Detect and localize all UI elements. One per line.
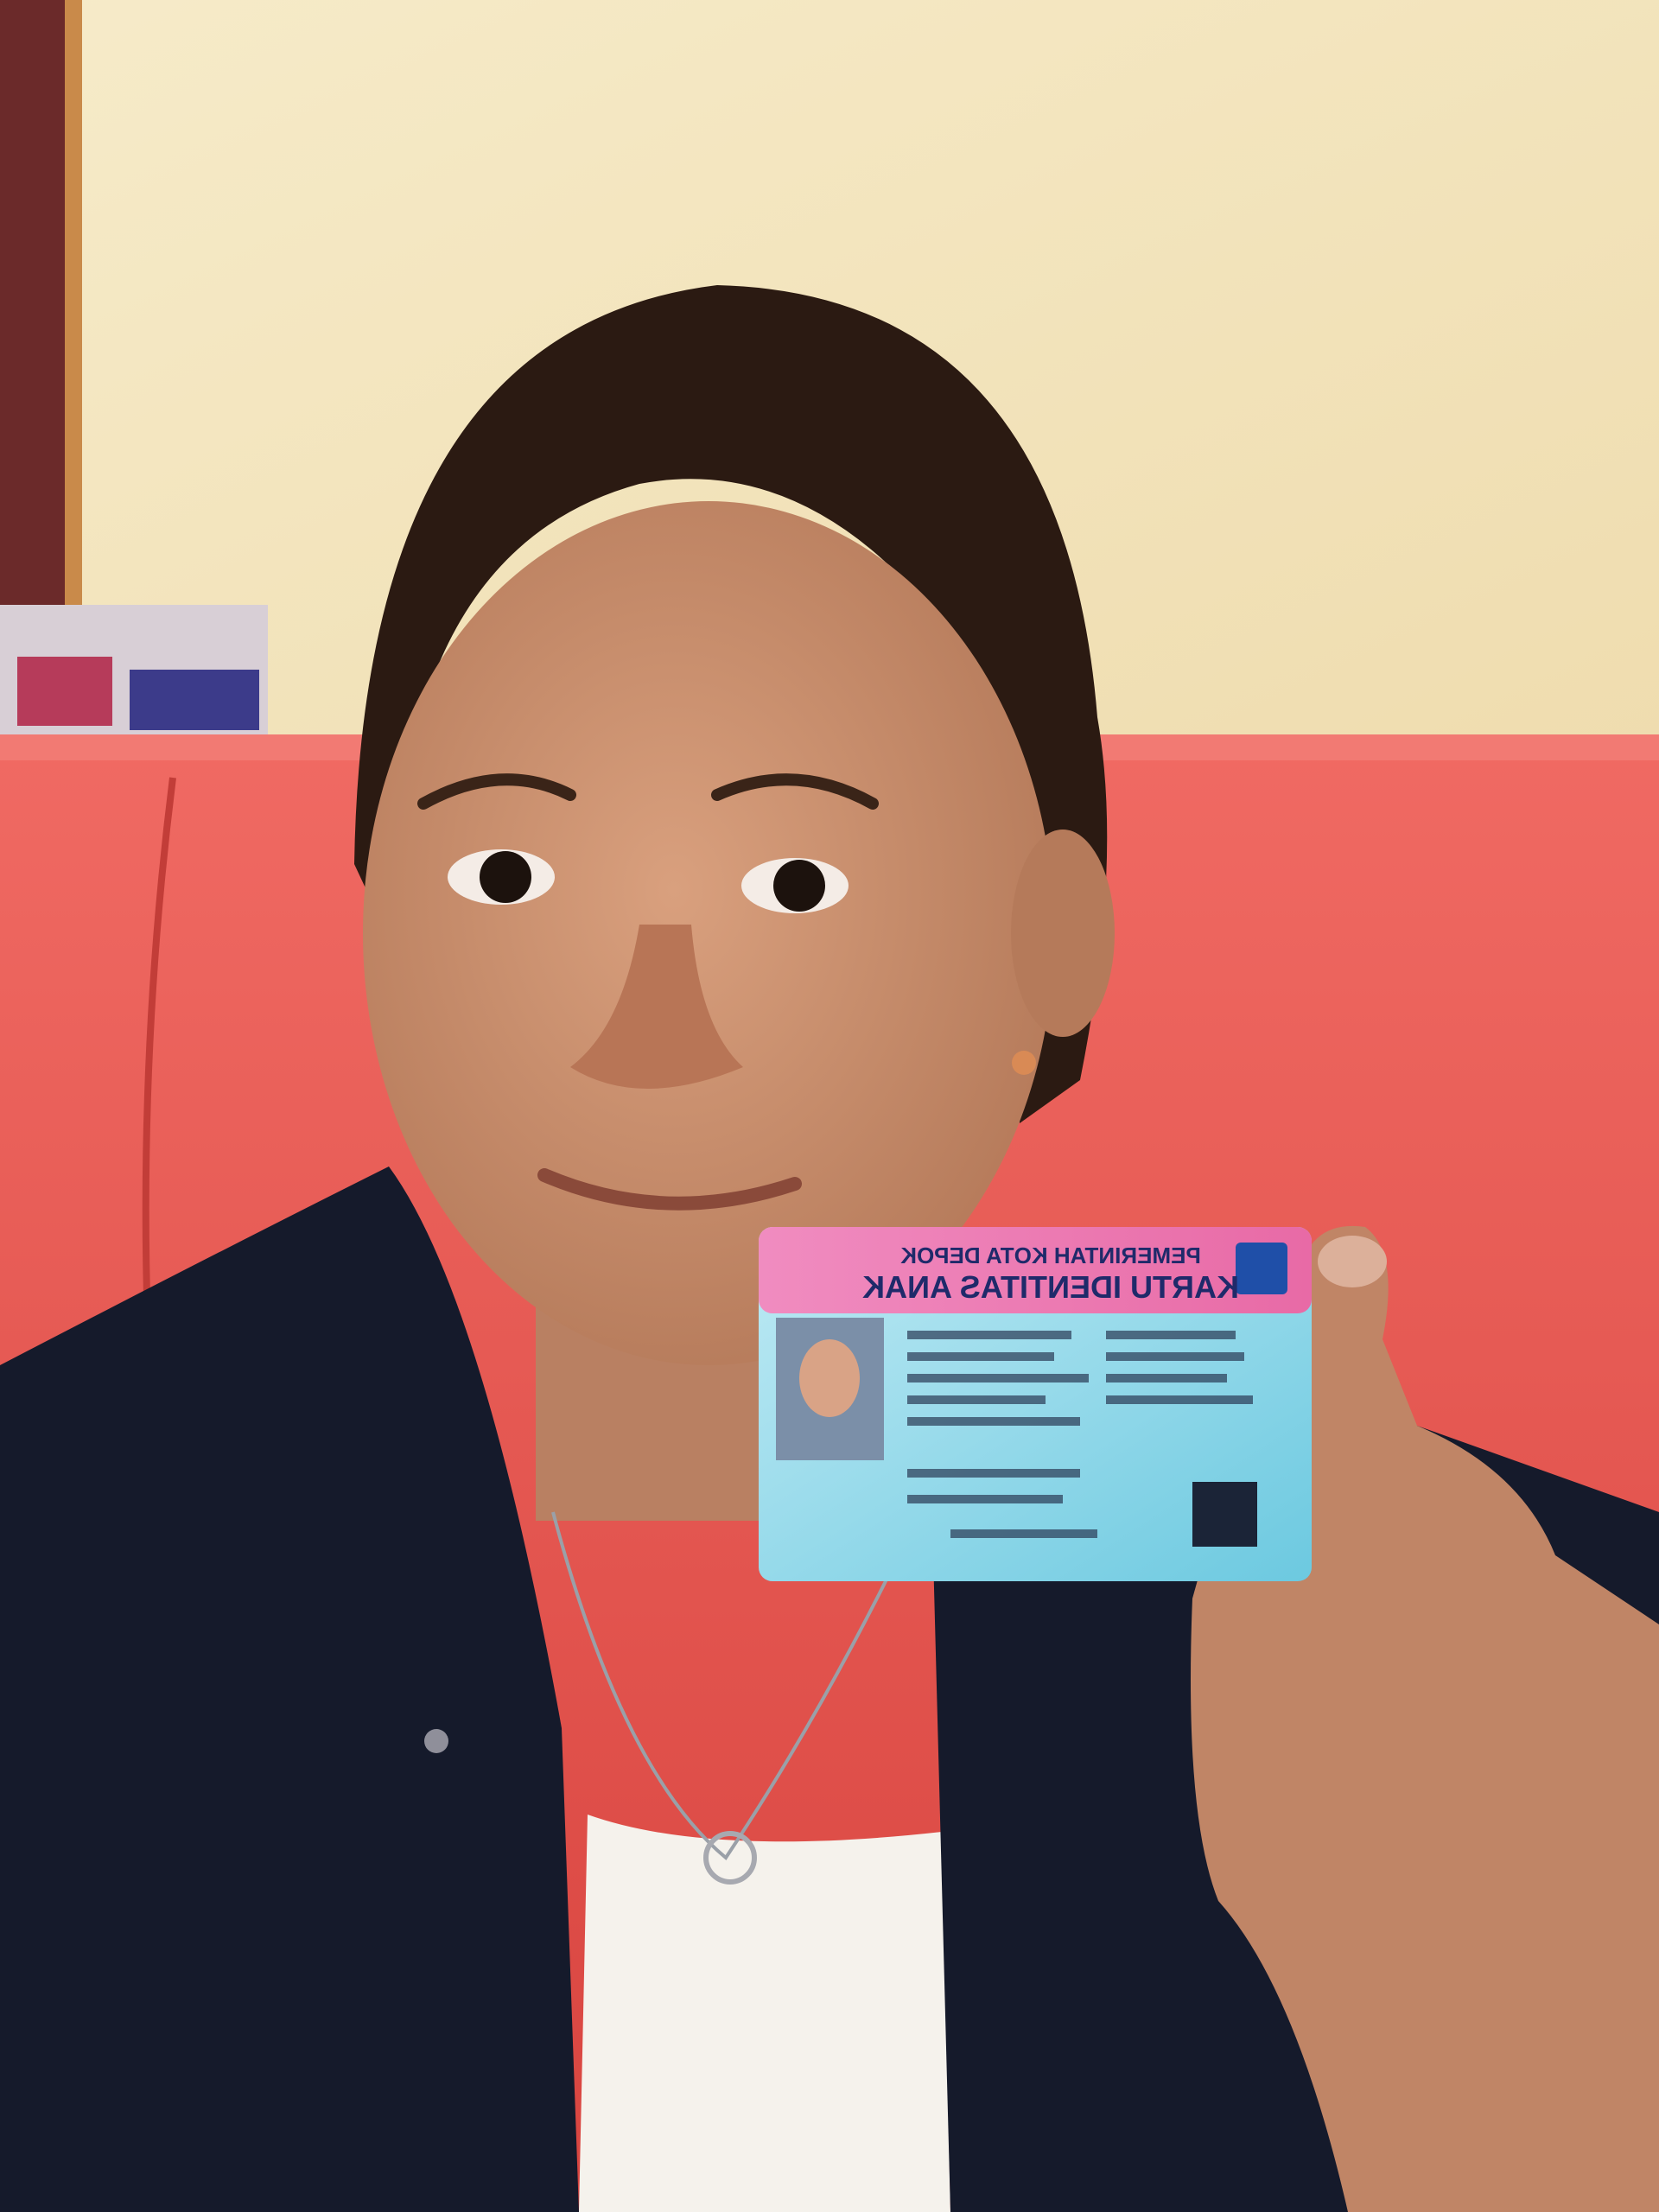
curtain [0,0,65,622]
earring [1012,1051,1036,1075]
thumbnail [1318,1236,1387,1287]
qr-code-icon [1192,1482,1257,1547]
id-card [759,1227,1312,1581]
card-header-line1: PEMERINTAH KOTA DEPOK [900,1243,1201,1268]
shirt [579,1815,950,2212]
emblem-icon [1236,1243,1287,1294]
door-frame [65,0,82,622]
book-cover-2 [130,670,259,730]
right-iris [773,860,825,912]
book-cover [17,657,112,726]
left-iris [480,851,531,903]
jacket-grommet [424,1729,448,1753]
id-photo-face [799,1339,860,1417]
ear [1011,830,1115,1037]
card-header-line2: KARTU IDENTITAS ANAK [862,1269,1239,1305]
